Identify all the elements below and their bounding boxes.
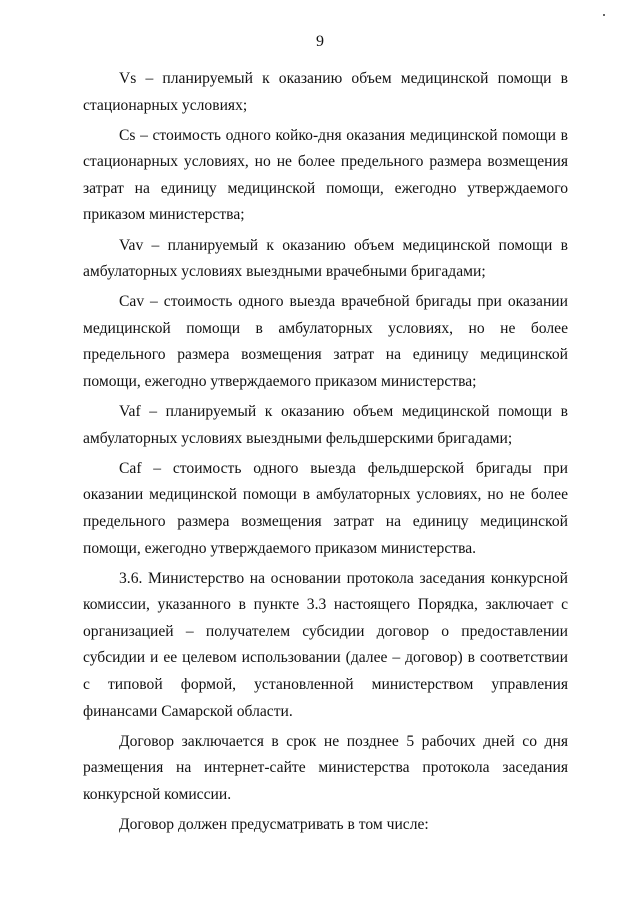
paragraph-caf-definition: Caf – стоимость одного выезда фельдшерской бригады при оказании медицинской помощи в амбулаторных условиях, но не более предельного размера возмещения затрат на единицу медицинской помощи, ежегодно утверждаемого приказом министерства. <box>83 459 568 557</box>
paragraph-section-3-6: 3.6. Министерство на основании протокола заседания конкурсной комиссии, указанного в пункте 3.3 настоящего Порядка, заключает с организацией – получателем субсидии договор о предоставлении субсидии и ее целевом использовании (далее – договор) в соответствии с типовой формой, установленной министерством управления финансами Самарской области. <box>83 569 568 720</box>
paragraph-contract-term: Договор заключается в срок не позднее 5 рабочих дней со дня размещения на интернет-сайте министерства протокола заседания конкурсной комиссии. <box>83 732 568 803</box>
paragraph-vs-definition: Vs – планируемый к оказанию объем медицинской помощи в стационарных условиях; <box>83 70 568 114</box>
page-number: 9 <box>316 33 324 50</box>
paragraph-cav-definition: Cav – стоимость одного выезда врачебной бригады при оказании медицинской помощи в амбулаторных условиях, но не более предельного размера возмещения затрат на единицу медицинской помощи, ежегодно утверждаемого приказом министерства; <box>83 293 568 391</box>
paragraph-vav-definition: Vav – планируемый к оказанию объем медицинской помощи в амбулаторных условиях выездными врачебными бригадами; <box>83 236 568 281</box>
paragraph-contract-contents: Договор должен предусматривать в том числе: <box>119 816 429 834</box>
document-body <box>83 66 568 839</box>
scan-speck <box>603 14 605 16</box>
paragraph-cs-definition: Cs – стоимость одного койко-дня оказания медицинской помощи в стационарных условиях, но не более предельного размера возмещения затрат на единицу медицинской помощи, ежегодно утверждаемого приказом министерства; <box>83 126 568 224</box>
paragraph-vaf-definition: Vaf – планируемый к оказанию объем медицинской помощи в амбулаторных условиях выездными фельдшерскими бригадами; <box>83 403 568 447</box>
